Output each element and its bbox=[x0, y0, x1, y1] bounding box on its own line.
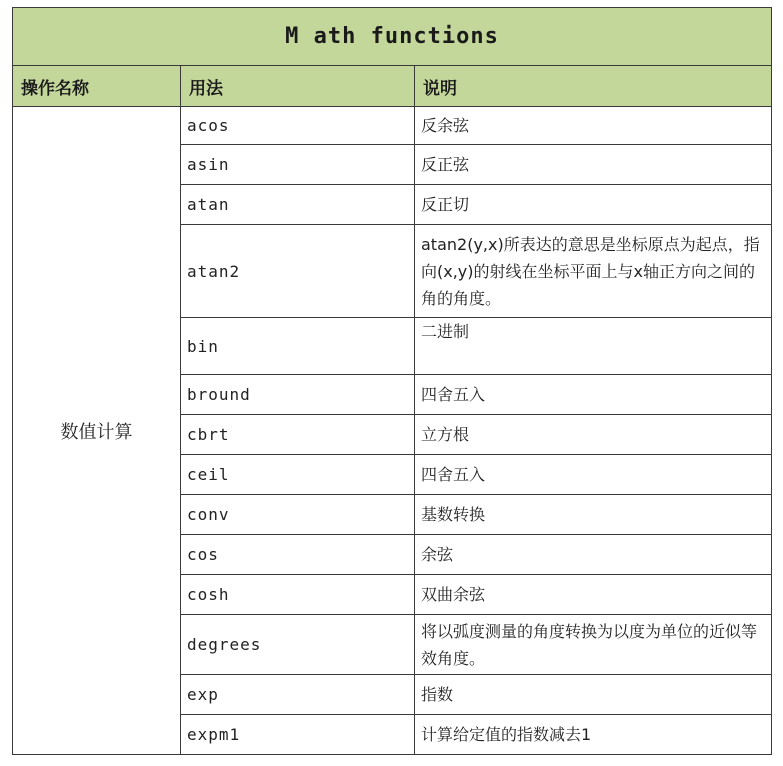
header-row bbox=[13, 66, 772, 107]
function-cell: atan bbox=[181, 185, 415, 225]
header-description: 说明 bbox=[415, 66, 772, 107]
table-title: M ath functions bbox=[13, 8, 772, 66]
description-cell: 双曲余弦 bbox=[415, 575, 772, 615]
description-cell: 反正弦 bbox=[415, 145, 772, 185]
description-cell: 二进制 bbox=[415, 318, 772, 375]
description-cell: 四舍五入 bbox=[415, 455, 772, 495]
function-cell: asin bbox=[181, 145, 415, 185]
function-cell: expm1 bbox=[181, 715, 415, 755]
header-operation-name: 操作名称 bbox=[13, 66, 181, 107]
description-cell: 四舍五入 bbox=[415, 375, 772, 415]
description-cell: 立方根 bbox=[415, 415, 772, 455]
function-cell: cos bbox=[181, 535, 415, 575]
function-cell: degrees bbox=[181, 615, 415, 675]
function-cell: bround bbox=[181, 375, 415, 415]
description-cell: 将以弧度测量的角度转换为以度为单位的近似等效角度。 bbox=[415, 615, 772, 675]
function-cell: acos bbox=[181, 107, 415, 145]
function-cell: ceil bbox=[181, 455, 415, 495]
description-cell: 基数转换 bbox=[415, 495, 772, 535]
description-cell: atan2(y,x)所表达的意思是坐标原点为起点，指向(x,y)的射线在坐标平面上与x轴正方向之间的角的角度。 bbox=[415, 225, 772, 318]
math-functions-table bbox=[12, 7, 772, 755]
function-cell: atan2 bbox=[181, 225, 415, 318]
function-cell: exp bbox=[181, 675, 415, 715]
description-cell: 余弦 bbox=[415, 535, 772, 575]
description-cell: 指数 bbox=[415, 675, 772, 715]
header-usage: 用法 bbox=[181, 66, 415, 107]
function-cell: cosh bbox=[181, 575, 415, 615]
function-cell: cbrt bbox=[181, 415, 415, 455]
category-cell: 数值计算 bbox=[13, 107, 181, 755]
description-cell: 反正切 bbox=[415, 185, 772, 225]
function-cell: conv bbox=[181, 495, 415, 535]
description-cell: 计算给定值的指数减去1 bbox=[415, 715, 772, 755]
function-cell: bin bbox=[181, 318, 415, 375]
title-row bbox=[13, 8, 772, 66]
description-cell: 反余弦 bbox=[415, 107, 772, 145]
top-margin bbox=[0, 0, 783, 7]
table-row bbox=[13, 107, 772, 145]
